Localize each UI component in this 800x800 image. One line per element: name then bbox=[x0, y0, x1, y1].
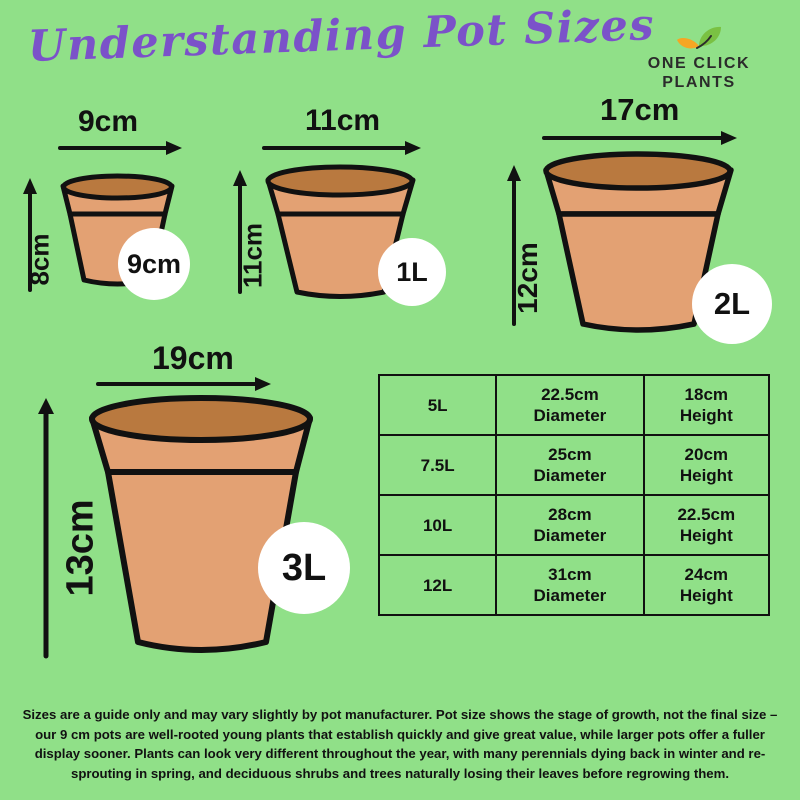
diameter-label: Diameter bbox=[533, 526, 607, 545]
pot-size-table bbox=[378, 374, 770, 616]
table-row bbox=[379, 555, 769, 615]
pot-3l-size-badge: 3L bbox=[258, 522, 350, 614]
height-value: 24cm bbox=[684, 565, 729, 584]
pot-1l-height-label: 11cm bbox=[237, 222, 268, 289]
table-cell-diameter bbox=[496, 495, 643, 555]
table-row bbox=[379, 435, 769, 495]
pot-2l-height-label: 12cm bbox=[512, 242, 543, 314]
diameter-value: 28cm bbox=[548, 505, 592, 524]
pot-1l-size-badge: 1L bbox=[378, 238, 446, 306]
disclaimer-line-4: sprouting in spring, and deciduous shrubs and trees naturally losing their leaves before regrowing them. bbox=[70, 765, 730, 781]
height-label: Height bbox=[679, 466, 733, 485]
pot-2l-width-arrow bbox=[542, 130, 738, 146]
page-title: Understanding Pot Sizes bbox=[27, 0, 656, 72]
diameter-value: 31cm bbox=[548, 565, 592, 584]
diameter-value: 22.5cm bbox=[541, 385, 599, 404]
pot-9cm-width-label: 9cm bbox=[78, 105, 139, 138]
pot-9cm-width-arrow bbox=[58, 140, 183, 156]
pot-3l-height-arrow bbox=[38, 398, 54, 660]
table-cell-volume: 12L bbox=[379, 555, 496, 615]
table-cell-height bbox=[644, 435, 769, 495]
table-cell-height bbox=[644, 495, 769, 555]
disclaimer-line-2: our 9 cm pots are well-rooted young plants that establish quickly and give great value, while larger pots offer a fuller bbox=[35, 726, 765, 742]
table-row bbox=[379, 375, 769, 435]
table-cell-diameter bbox=[496, 555, 643, 615]
pot-9cm-size-badge: 9cm bbox=[118, 228, 190, 300]
disclaimer-text bbox=[12, 705, 788, 783]
disclaimer-line-1: Sizes are a guide only and may vary slightly by pot manufacturer. Pot size shows the stage of growth, not the final size – bbox=[22, 707, 778, 722]
pot-3l-height-label: 13cm bbox=[59, 499, 102, 597]
table-cell-volume: 10L bbox=[379, 495, 496, 555]
pot-1l-width-label: 11cm bbox=[305, 104, 381, 137]
table-cell-volume: 7.5L bbox=[379, 435, 496, 495]
height-label: Height bbox=[679, 526, 733, 545]
table-cell-height bbox=[644, 375, 769, 435]
diameter-label: Diameter bbox=[533, 586, 607, 605]
pot-1l-width-arrow bbox=[262, 140, 422, 156]
brand-logo bbox=[624, 22, 774, 92]
disclaimer-line-3: display sooner. Plants can look very different throughout the year, with many perennials dying back in winter and re- bbox=[34, 746, 766, 761]
pot-2l-width-label: 17cm bbox=[600, 92, 680, 127]
height-value: 22.5cm bbox=[677, 505, 736, 524]
pot-2l-size-badge: 2L bbox=[692, 264, 772, 344]
table-cell-diameter bbox=[496, 435, 643, 495]
pot-3l-width-label: 19cm bbox=[152, 340, 234, 376]
diameter-label: Diameter bbox=[533, 466, 607, 485]
diameter-value: 25cm bbox=[548, 445, 592, 464]
logo-line-1: ONE CLICK bbox=[647, 55, 751, 72]
table-cell-diameter bbox=[496, 375, 643, 435]
table-cell-height bbox=[644, 555, 769, 615]
height-label: Height bbox=[679, 406, 733, 425]
leaf-sprout-icon bbox=[624, 22, 774, 52]
height-label: Height bbox=[679, 586, 733, 605]
table-row bbox=[379, 495, 769, 555]
height-value: 20cm bbox=[684, 445, 729, 464]
diameter-label: Diameter bbox=[533, 406, 607, 425]
logo-line-2: PLANTS bbox=[662, 74, 736, 91]
height-value: 18cm bbox=[684, 385, 729, 404]
table-cell-volume: 5L bbox=[379, 375, 496, 435]
pot-9cm-height-label: 8cm bbox=[24, 233, 55, 286]
